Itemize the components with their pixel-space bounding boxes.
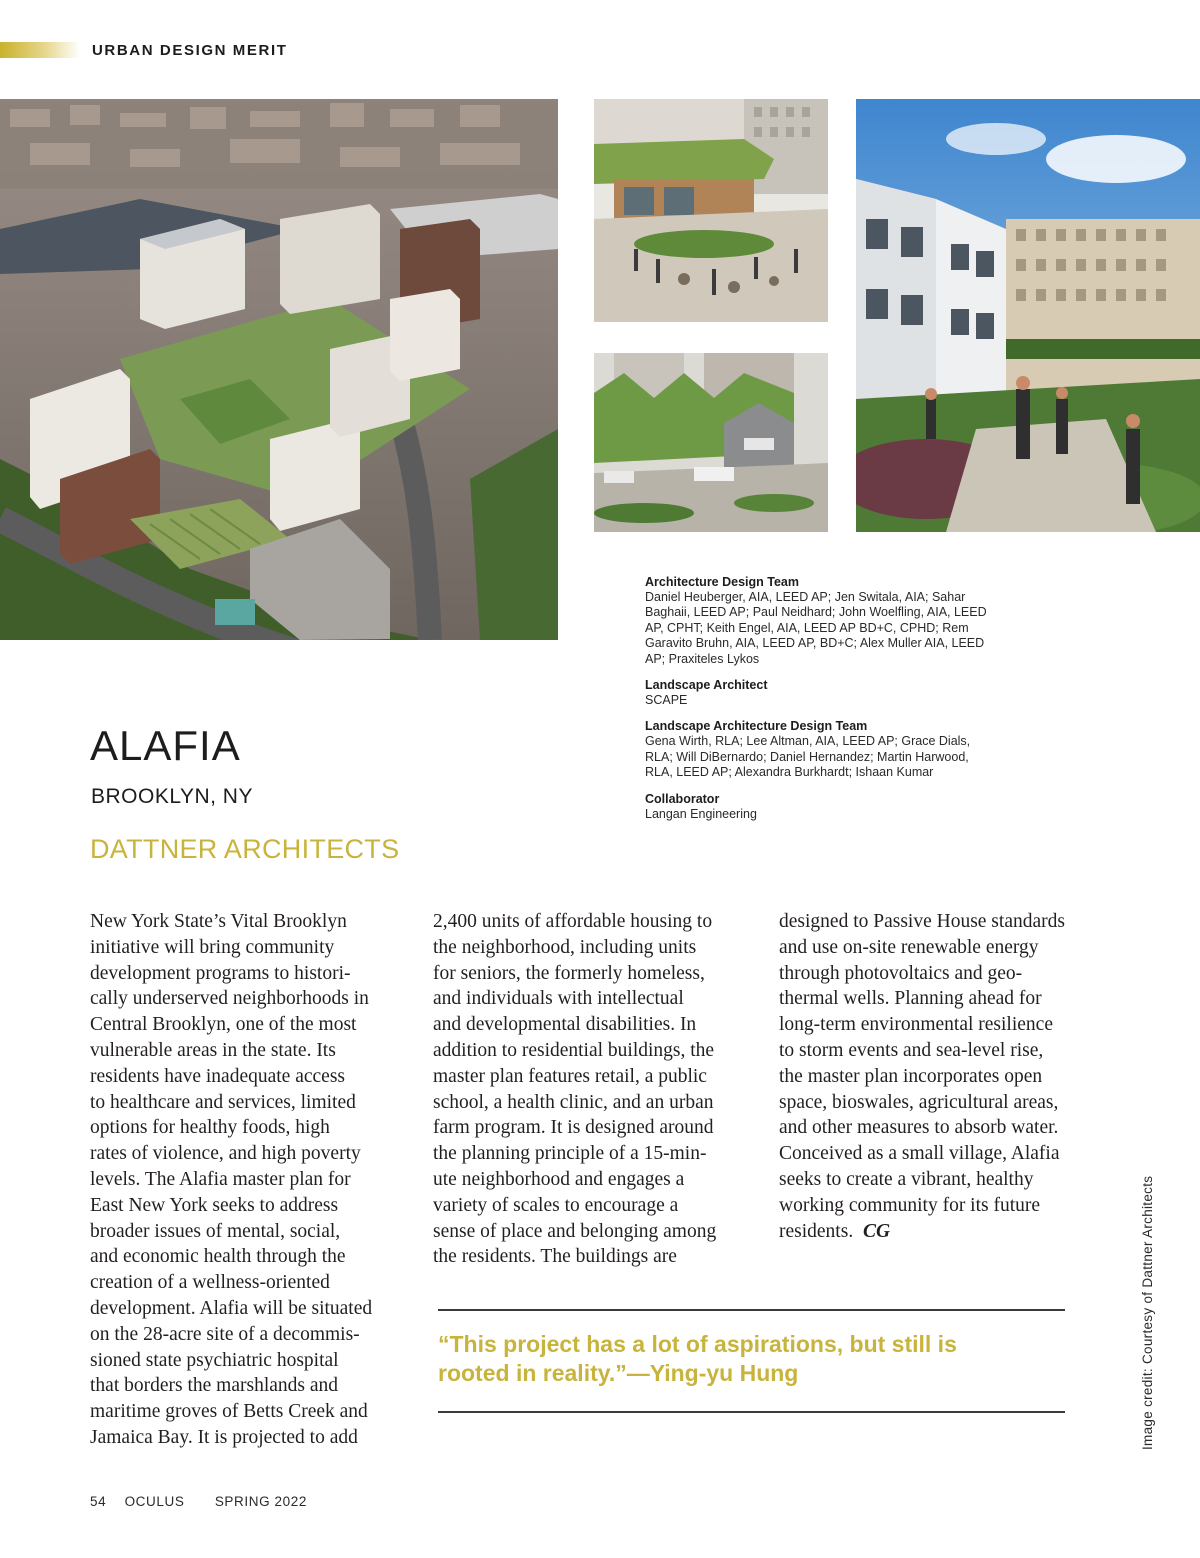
credit-landscape-team (645, 719, 1045, 780)
quote-line: “This project has a lot of aspirations, but still is (438, 1331, 957, 1357)
credit-collaborator (645, 792, 1045, 822)
body-line: Central Brooklyn, one of the most (90, 1014, 357, 1036)
quote-rule-bottom (438, 1411, 1065, 1413)
body-column-2 (433, 909, 753, 1270)
body-line: through photovoltaics and geo- (779, 962, 1023, 984)
body-line: sense of place and belonging among (433, 1220, 717, 1242)
body-line: maritime groves of Betts Creek and (90, 1401, 368, 1423)
body-line: long-term environmental resilience (779, 1014, 1053, 1036)
section-accent-bar (0, 42, 80, 58)
body-line: rates of violence, and high poverty (90, 1143, 361, 1165)
body-column-3 (779, 909, 1109, 1244)
body-line: the master plan incorporates open (779, 1065, 1043, 1087)
project-title: ALAFIA (90, 722, 241, 769)
body-line: thermal wells. Planning ahead for (779, 988, 1042, 1010)
body-line: East New York seeks to address (90, 1194, 339, 1216)
credit-line: Garavito Bruhn, AIA, LEED AP, BD+C; Alex Muller AIA, LEED (645, 636, 985, 651)
body-line: seeks to create a vibrant, healthy (779, 1168, 1034, 1190)
body-line: Conceived as a small village, Alafia (779, 1143, 1060, 1165)
body-line: the planning principle of a 15-min- (433, 1143, 707, 1165)
author-signoff: CG (862, 1220, 891, 1242)
pull-quote (438, 1330, 1058, 1388)
body-column-1 (90, 909, 410, 1451)
quote-line: rooted in reality.”—Ying-yu Hung (438, 1360, 799, 1386)
body-line: school, a health clinic, and an urban (433, 1091, 714, 1113)
credit-line: AP; Praxiteles Lykos (645, 651, 760, 666)
body-line: initiative will bring community (90, 936, 335, 958)
credit-line: SCAPE (645, 693, 688, 708)
body-line: levels. The Alafia master plan for (90, 1168, 351, 1190)
credit-line: RLA; Will DiBernardo; Daniel Hernandez; Martin Harwood, (645, 749, 969, 764)
body-line: space, bioswales, agricultural areas, (779, 1091, 1059, 1113)
credit-label: Architecture Design Team (645, 575, 799, 589)
quote-rule-top (438, 1309, 1065, 1311)
project-location: BROOKLYN, NY (91, 785, 253, 808)
body-line: the neighborhood, including units (433, 936, 697, 958)
body-line: sioned state psychiatric hospital (90, 1349, 339, 1371)
plaza-rendering-image (594, 99, 828, 322)
body-line: and individuals with intellectual (433, 988, 684, 1010)
credit-label: Landscape Architect (645, 678, 768, 693)
issue-date: SPRING 2022 (214, 1494, 307, 1509)
body-line: to healthcare and services, limited (90, 1091, 356, 1113)
credit-line: Gena Wirth, RLA; Lee Altman, AIA, LEED AP; Grace Dials, (645, 734, 971, 749)
body-line: that borders the marshlands and (90, 1375, 339, 1397)
credit-architecture-team (645, 575, 1045, 667)
body-line-last (779, 1219, 1109, 1245)
body-line: options for healthy foods, high (90, 1117, 330, 1139)
magazine-name: OCULUS (124, 1494, 185, 1509)
body-line: 2,400 units of affordable housing to (433, 911, 713, 932)
credit-label: Landscape Architecture Design Team (645, 719, 868, 734)
courtyard-rendering-image (856, 99, 1200, 532)
credit-line: Baghaii, LEED AP; Paul Neidhard; John Woelfling, AIA, LEED (645, 605, 987, 620)
section-title: URBAN DESIGN MERIT (92, 42, 288, 59)
body-line: addition to residential buildings, the (433, 1039, 715, 1061)
body-line: and use on-site renewable energy (779, 936, 1039, 958)
image-credit: Image credit: Courtesy of Dattner Architects (1140, 1175, 1155, 1450)
body-line: creation of a wellness-oriented (90, 1272, 330, 1294)
page-footer (90, 1494, 321, 1510)
body-line: broader issues of mental, social, (90, 1220, 341, 1242)
body-line: and economic health through the (90, 1246, 346, 1268)
body-line: master plan features retail, a public (433, 1065, 707, 1087)
body-line: Jamaica Bay. It is projected to add (90, 1426, 358, 1448)
body-line: vulnerable areas in the state. Its (90, 1039, 336, 1061)
body-line: to storm events and sea-level rise, (779, 1039, 1044, 1061)
body-line: development programs to histori- (90, 962, 351, 984)
body-last-words: residents. (779, 1220, 854, 1242)
body-line: designed to Passive House standards (779, 911, 1065, 932)
aerial-rendering-image (0, 99, 558, 640)
body-line: development. Alafia will be situated (90, 1297, 373, 1319)
body-line: cally underserved neighborhoods in (90, 988, 369, 1010)
credit-line: Langan Engineering (645, 806, 757, 821)
firm-name: DATTNER ARCHITECTS (90, 834, 400, 864)
body-line: variety of scales to encourage a (433, 1194, 679, 1216)
body-line: ute neighborhood and engages a (433, 1168, 685, 1190)
body-line: and developmental disabilities. In (433, 1014, 697, 1036)
body-line: working community for its future (779, 1194, 1041, 1216)
project-credits (645, 575, 1045, 833)
credit-landscape-architect (645, 678, 1045, 708)
body-line: New York State’s Vital Brooklyn (90, 911, 347, 932)
street-rendering-image (594, 353, 828, 532)
page-number: 54 (90, 1494, 107, 1509)
credit-label: Collaborator (645, 791, 720, 806)
credit-line: RLA, LEED AP; Alexandra Burkhardt; Ishaan Kumar (645, 765, 934, 780)
body-line: and other measures to absorb water. (779, 1117, 1059, 1139)
body-line: on the 28-acre site of a decommis- (90, 1323, 360, 1345)
body-line: for seniors, the formerly homeless, (433, 962, 705, 984)
body-line: residents have inadequate access (90, 1065, 346, 1087)
body-line: farm program. It is designed around (433, 1117, 714, 1139)
credit-line: AP, CPHT; Keith Engel, AIA, LEED AP BD+C, CPHD; Rem (645, 620, 969, 635)
body-line: the residents. The buildings are (433, 1246, 677, 1268)
credit-line: Daniel Heuberger, AIA, LEED AP; Jen Switala, AIA; Sahar (645, 590, 966, 604)
